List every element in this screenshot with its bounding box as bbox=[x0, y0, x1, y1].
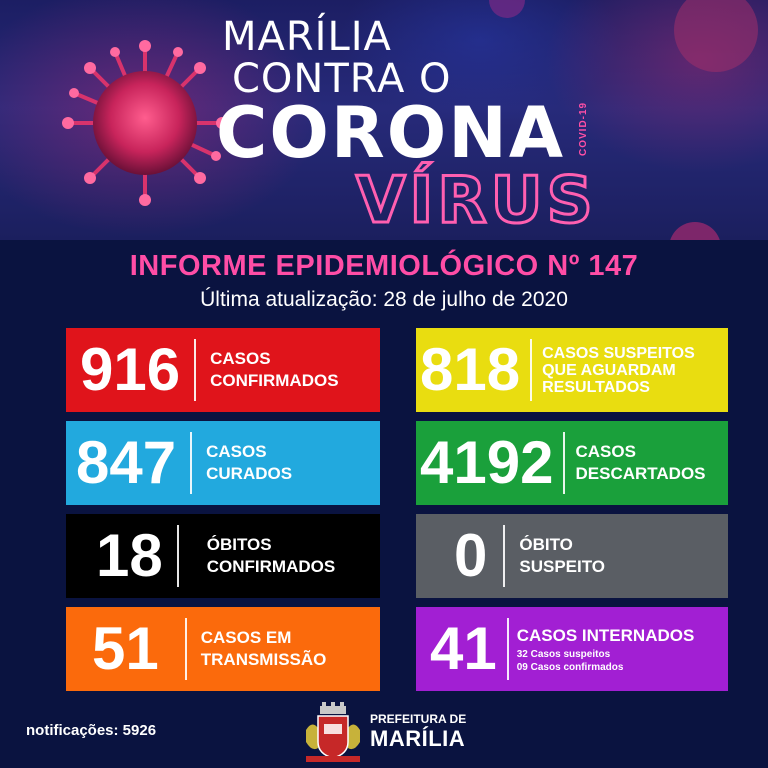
stat-label-line: CASOS bbox=[206, 442, 267, 461]
header-banner bbox=[0, 0, 768, 240]
divider bbox=[507, 618, 509, 680]
stat-label-line: TRANSMISSÃO bbox=[200, 650, 327, 669]
stat-label bbox=[542, 345, 695, 396]
org-name-line-2: MARÍLIA bbox=[370, 726, 466, 751]
divider bbox=[563, 432, 565, 494]
stat-confirmed-deaths bbox=[66, 514, 380, 598]
stat-value: 18 bbox=[96, 522, 163, 589]
stat-suspected-death bbox=[416, 514, 728, 598]
stat-transmission-cases bbox=[66, 607, 380, 691]
stat-label-line: CURADOS bbox=[206, 464, 293, 483]
stat-value: 818 bbox=[420, 336, 521, 403]
stat-label bbox=[575, 441, 705, 485]
divider bbox=[185, 618, 187, 680]
stat-confirmed-cases bbox=[66, 328, 380, 412]
stat-label-line: CASOS INTERNADOS bbox=[516, 626, 695, 645]
org-name-line-1: PREFEITURA DE bbox=[370, 712, 467, 726]
covid-tag: COVID-19 bbox=[578, 101, 589, 156]
coronavirus-illustration-bottom bbox=[650, 208, 740, 240]
stat-label bbox=[519, 534, 605, 578]
report-title: INFORME EPIDEMIOLÓGICO Nº 147 bbox=[129, 250, 639, 282]
stat-recovered-cases bbox=[66, 421, 380, 505]
divider bbox=[503, 525, 505, 587]
banner-title-line-2: CONTRA O bbox=[232, 56, 452, 102]
stat-label bbox=[517, 625, 695, 673]
stat-value: 0 bbox=[454, 522, 488, 589]
stat-label-line: CONFIRMADOS bbox=[210, 371, 339, 390]
stat-value: 51 bbox=[92, 615, 159, 682]
coronavirus-illustration-top bbox=[472, 0, 542, 30]
divider bbox=[194, 339, 196, 401]
stat-suspected-cases bbox=[416, 328, 728, 412]
stat-label-line: CASOS bbox=[575, 442, 636, 461]
coronavirus-illustration-left bbox=[60, 38, 230, 208]
stat-label-line: RESULTADOS bbox=[542, 378, 650, 396]
stat-label-line: QUE AGUARDAM bbox=[542, 361, 676, 379]
stat-label bbox=[206, 441, 292, 485]
city-crest-logo bbox=[302, 702, 364, 764]
banner-title-line-4: VÍRUS bbox=[356, 164, 597, 238]
last-updated: Última atualização: 28 de julho de 2020 bbox=[200, 288, 568, 311]
stat-sublabel: 32 Casos suspeitos bbox=[516, 649, 611, 660]
stat-value: 4192 bbox=[420, 429, 554, 496]
stat-label bbox=[201, 627, 327, 671]
stat-label bbox=[207, 534, 335, 578]
stat-label-line: CASOS SUSPEITOS bbox=[542, 344, 695, 362]
stat-label-line: CONFIRMADOS bbox=[206, 557, 336, 576]
stat-discarded-cases bbox=[416, 421, 728, 505]
stat-value: 847 bbox=[76, 429, 177, 496]
stat-label bbox=[210, 348, 338, 392]
divider bbox=[177, 525, 179, 587]
banner-title-line-1: MARÍLIA bbox=[222, 14, 392, 60]
stat-sublabel: 09 Casos confirmados bbox=[516, 662, 624, 673]
stat-hospitalized-cases bbox=[416, 607, 728, 691]
stat-value: 41 bbox=[430, 615, 497, 682]
banner-title-line-3: CORONA bbox=[216, 92, 566, 174]
stat-label-line: CASOS EM bbox=[200, 628, 292, 647]
stat-label-line: CASOS bbox=[210, 349, 271, 368]
stat-label-line: ÓBITOS bbox=[206, 535, 272, 554]
notifications-count: notificações: 5926 bbox=[26, 722, 157, 739]
coronavirus-illustration-right bbox=[646, 0, 768, 110]
divider bbox=[530, 339, 532, 401]
stat-value: 916 bbox=[80, 336, 181, 403]
stat-label-line: ÓBITO bbox=[519, 535, 573, 554]
divider bbox=[190, 432, 192, 494]
stat-label-line: DESCARTADOS bbox=[575, 464, 706, 483]
stat-label-line: SUSPEITO bbox=[519, 557, 606, 576]
